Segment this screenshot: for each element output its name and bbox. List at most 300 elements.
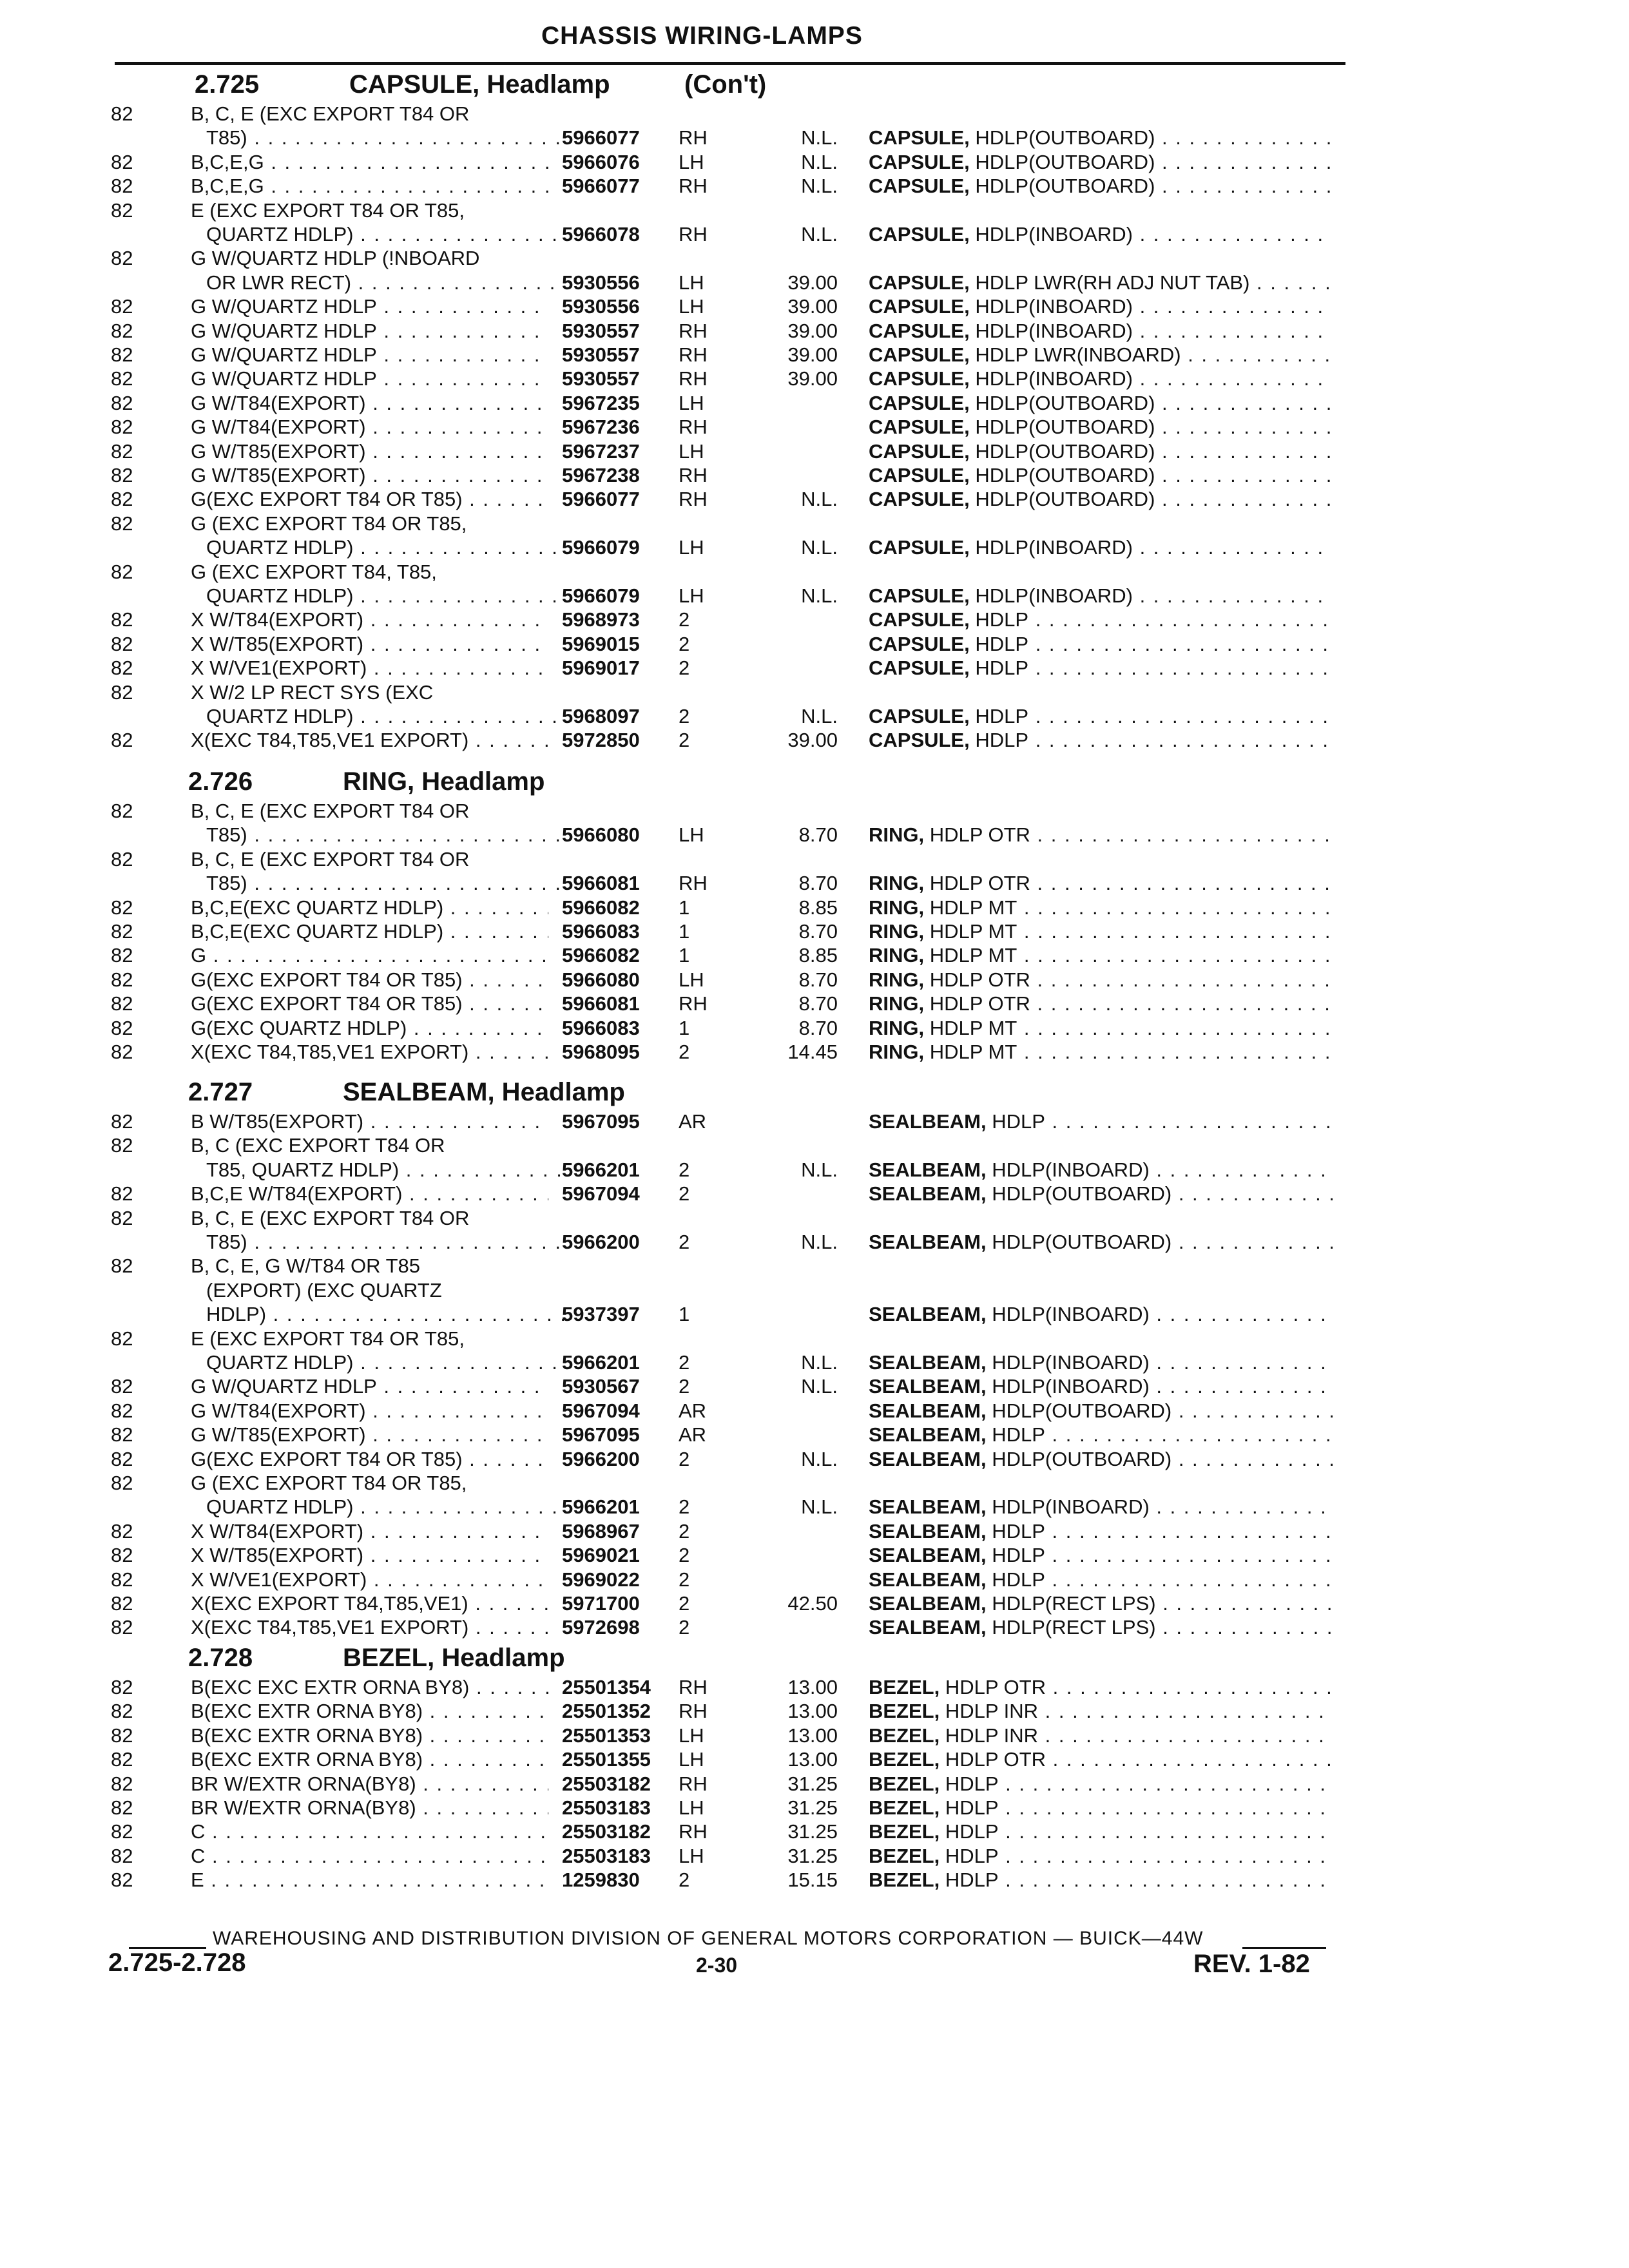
model-year: 82 [111, 1676, 133, 1698]
model-year: 82 [111, 1820, 133, 1843]
list-price: 39.00 [787, 295, 838, 318]
parts-row-line [0, 608, 1629, 631]
parts-row-line [0, 1133, 1629, 1157]
model-year: 82 [111, 1327, 133, 1350]
part-name [869, 656, 1333, 680]
quantity: RH [679, 992, 708, 1015]
part-name-noun: SEALBEAM, [869, 1616, 987, 1639]
part-name-detail: HDLP(INBOARD) [992, 1351, 1150, 1374]
part-number: 5967237 [562, 440, 640, 463]
part-name-noun: CAPSULE, [869, 175, 970, 197]
part-name [869, 823, 1333, 847]
model-year: 82 [111, 175, 133, 197]
part-name-detail: HDLP LWR(RH ADJ NUT TAB) [975, 271, 1250, 294]
list-price: 31.25 [787, 1845, 838, 1867]
part-name-noun: RING, [869, 896, 925, 919]
application-description: T85) . . . [191, 823, 564, 847]
parts-row-line [0, 1399, 1629, 1423]
section-title [195, 67, 903, 102]
part-name [869, 704, 1333, 728]
part-name-detail: HDLP(OUTBOARD) [975, 151, 1155, 173]
list-price: 13.00 [787, 1748, 838, 1771]
part-number: 25501354 [562, 1676, 651, 1698]
part-name-noun: CAPSULE, [869, 223, 970, 245]
application-description: G(EXC QUARTZ HDLP) . . . [191, 1016, 548, 1040]
part-number: 5968095 [562, 1041, 640, 1063]
footer-revision: REV. 1-82 [1193, 1950, 1310, 1978]
quantity: 2 [679, 729, 690, 751]
part-name [869, 1040, 1333, 1064]
part-number: 5966082 [562, 896, 640, 919]
parts-row-line [0, 968, 1629, 992]
application-description: G (EXC EXPORT T84 OR T85, [191, 1472, 467, 1494]
application-description: B(EXC EXTR ORNA BY8) . . . [191, 1699, 548, 1723]
model-year: 82 [111, 247, 133, 269]
part-name-noun: BEZEL, [869, 1773, 940, 1795]
application-description: B,C,E,G . . . [191, 150, 548, 174]
application-description: QUARTZ HDLP) . . . [191, 704, 564, 728]
part-name-detail: HDLP OTR [945, 1676, 1046, 1698]
quantity: RH [679, 464, 708, 486]
list-price: 39.00 [787, 271, 838, 294]
part-number: 5968973 [562, 608, 640, 631]
quantity: RH [679, 416, 708, 438]
application-description: B, C, E, G W/T84 OR T85 [191, 1254, 421, 1277]
part-name [869, 391, 1333, 415]
application-description: X(EXC T84,T85,VE1 EXPORT) . . . [191, 728, 548, 752]
part-name-detail: HDLP(OUTBOARD) [992, 1231, 1172, 1253]
part-name-noun: CAPSULE, [869, 464, 970, 486]
list-price: N.L. [801, 1158, 838, 1181]
part-name-detail: HDLP [992, 1544, 1045, 1566]
parts-row-line [0, 1615, 1629, 1639]
parts-row-line [0, 896, 1629, 919]
footer-page-number: 2-30 [696, 1954, 738, 1977]
part-name [869, 896, 1333, 919]
page-title: CHASSIS WIRING-LAMPS [541, 22, 863, 50]
model-year: 82 [111, 440, 133, 463]
part-name-noun: CAPSULE, [869, 440, 970, 463]
parts-row-line [0, 198, 1629, 222]
quantity: 2 [679, 1351, 690, 1374]
list-price: 8.70 [798, 920, 838, 943]
application-description: G . . . [191, 943, 548, 967]
application-description: QUARTZ HDLP) . . . [191, 584, 564, 608]
part-name [869, 294, 1333, 318]
parts-row-line [0, 391, 1629, 415]
list-price: N.L. [801, 1351, 838, 1374]
part-name [869, 1495, 1333, 1519]
part-number: 5930556 [562, 295, 640, 318]
application-description: OR LWR RECT) . . . [191, 271, 564, 294]
parts-row-line [0, 1230, 1629, 1254]
part-number: 5966200 [562, 1231, 640, 1253]
model-year: 82 [111, 151, 133, 173]
part-name-noun: BEZEL, [869, 1748, 940, 1771]
part-name [869, 319, 1333, 343]
part-number: 5966076 [562, 151, 640, 173]
part-number: 5930567 [562, 1375, 640, 1398]
part-name [869, 584, 1333, 608]
section-name: BEZEL, Headlamp [343, 1644, 565, 1672]
model-year: 82 [111, 416, 133, 438]
part-name-noun: SEALBEAM, [869, 1423, 987, 1446]
parts-row-line [0, 1747, 1629, 1771]
part-name-detail: HDLP OTR [945, 1748, 1046, 1771]
model-year: 82 [111, 1845, 133, 1867]
part-name-noun: SEALBEAM, [869, 1448, 987, 1470]
quantity: RH [679, 1773, 708, 1795]
part-name [869, 150, 1333, 174]
model-year: 82 [111, 1592, 133, 1615]
parts-row-line [0, 584, 1629, 608]
part-number: 5966079 [562, 536, 640, 559]
part-name-detail: HDLP(OUTBOARD) [975, 440, 1155, 463]
list-price: N.L. [801, 223, 838, 245]
part-name [869, 1399, 1333, 1423]
parts-row-line [0, 560, 1629, 584]
part-name [869, 487, 1333, 511]
model-year: 82 [111, 800, 133, 822]
part-name-noun: BEZEL, [869, 1700, 940, 1722]
model-year: 82 [111, 512, 133, 535]
application-description: B,C,E W/T84(EXPORT) . . . [191, 1182, 548, 1206]
quantity: 2 [679, 1448, 690, 1470]
model-year: 82 [111, 1254, 133, 1277]
part-name-noun: BEZEL, [869, 1820, 940, 1843]
part-name [869, 1230, 1333, 1254]
application-description: B, C, E (EXC EXPORT T84 OR [191, 800, 470, 822]
part-name [869, 1543, 1333, 1567]
part-name-noun: SEALBEAM, [869, 1544, 987, 1566]
model-year: 82 [111, 848, 133, 870]
application-description: E (EXC EXPORT T84 OR T85, [191, 199, 465, 222]
part-name-noun: SEALBEAM, [869, 1568, 987, 1591]
model-year: 82 [111, 1796, 133, 1819]
part-name-detail: HDLP(INBOARD) [992, 1303, 1150, 1325]
part-number: 5966080 [562, 823, 640, 846]
part-name-detail: HDLP [992, 1520, 1045, 1542]
part-number: 5930556 [562, 271, 640, 294]
model-year: 82 [111, 944, 133, 966]
application-description: G W/T84(EXPORT) . . . [191, 415, 548, 439]
parts-row-line [0, 1820, 1629, 1843]
part-name-detail: HDLP INR [945, 1724, 1038, 1747]
quantity: LH [679, 151, 704, 173]
model-year: 82 [111, 968, 133, 991]
part-name [869, 968, 1333, 992]
model-year: 82 [111, 657, 133, 679]
model-year: 82 [111, 1773, 133, 1795]
part-name [869, 1615, 1333, 1639]
part-number: 5967235 [562, 392, 640, 414]
application-description: G (EXC EXPORT T84, T85, [191, 561, 437, 583]
model-year: 82 [111, 729, 133, 751]
footer-rule-right [1242, 1947, 1326, 1949]
part-name-noun: SEALBEAM, [869, 1520, 987, 1542]
section-number: 2.726 [188, 767, 253, 796]
model-year: 82 [111, 1700, 133, 1722]
part-name-detail: HDLP(INBOARD) [992, 1375, 1150, 1398]
part-name-detail: HDLP MT [929, 896, 1017, 919]
parts-row-line [0, 1302, 1629, 1326]
application-description: X(EXC EXPORT T84,T85,VE1) . . . [191, 1591, 548, 1615]
parts-row-line [0, 1699, 1629, 1723]
part-name-detail: HDLP(INBOARD) [992, 1495, 1150, 1518]
parts-row-line [0, 319, 1629, 343]
application-description: B, C, E (EXC EXPORT T84 OR [191, 102, 470, 125]
part-name [869, 367, 1333, 390]
parts-row-line [0, 919, 1629, 943]
part-name-detail: HDLP MT [929, 944, 1017, 966]
part-number: 5969022 [562, 1568, 640, 1591]
application-description: G W/T84(EXPORT) . . . [191, 391, 548, 415]
part-name-detail: HDLP [975, 608, 1029, 631]
part-name-detail: HDLP OTR [929, 968, 1030, 991]
part-number: 5930557 [562, 320, 640, 342]
part-number: 25503183 [562, 1796, 651, 1819]
parts-row-line [0, 1471, 1629, 1495]
part-name-detail: HDLP(OUTBOARD) [975, 416, 1155, 438]
quantity: RH [679, 1700, 708, 1722]
parts-row-line [0, 439, 1629, 463]
part-name-noun: CAPSULE, [869, 416, 970, 438]
quantity: LH [679, 584, 704, 607]
quantity: 2 [679, 1544, 690, 1566]
list-price: 8.85 [798, 944, 838, 966]
part-name-detail: HDLP(OUTBOARD) [992, 1448, 1172, 1470]
parts-row-line [0, 415, 1629, 439]
part-number: 5966200 [562, 1448, 640, 1470]
quantity: 2 [679, 1375, 690, 1398]
part-name-detail: HDLP MT [929, 1017, 1017, 1039]
part-name-detail: HDLP(INBOARD) [975, 295, 1133, 318]
quantity: 2 [679, 705, 690, 727]
part-number: 5967094 [562, 1399, 640, 1422]
application-description: G W/QUARTZ HDLP . . . [191, 294, 548, 318]
list-price: N.L. [801, 126, 838, 149]
quantity: 1 [679, 1017, 690, 1039]
part-number: 25503182 [562, 1820, 651, 1843]
part-name [869, 943, 1333, 967]
parts-row-line [0, 150, 1629, 174]
part-name [869, 1772, 1333, 1796]
part-name [869, 439, 1333, 463]
section-name: RING, Headlamp [343, 767, 545, 796]
part-name-noun: RING, [869, 992, 925, 1015]
part-number: 5968097 [562, 705, 640, 727]
part-name [869, 1158, 1333, 1182]
part-name [869, 1699, 1333, 1723]
list-price: N.L. [801, 1448, 838, 1470]
section-number: 2.728 [188, 1644, 253, 1672]
quantity: RH [679, 367, 708, 390]
parts-row-line [0, 294, 1629, 318]
part-name [869, 1374, 1333, 1398]
model-year: 82 [111, 102, 133, 125]
part-name-detail: HDLP [945, 1796, 999, 1819]
part-name-detail: HDLP [945, 1869, 999, 1891]
list-price: 8.70 [798, 872, 838, 894]
quantity: RH [679, 872, 708, 894]
part-name [869, 728, 1333, 752]
part-number: 5967238 [562, 464, 640, 486]
quantity: RH [679, 126, 708, 149]
application-description: G W/QUARTZ HDLP (!NBOARD [191, 247, 480, 269]
application-description: X W/T84(EXPORT) . . . [191, 1519, 548, 1543]
parts-row-line [0, 871, 1629, 895]
model-year: 82 [111, 1448, 133, 1470]
part-name-noun: SEALBEAM, [869, 1182, 987, 1205]
model-year: 82 [111, 1182, 133, 1205]
application-description: T85) . . . [191, 126, 564, 149]
part-name-detail: HDLP(INBOARD) [992, 1158, 1150, 1181]
part-name-detail: HDLP [975, 633, 1029, 655]
footer-division-text: WAREHOUSING AND DISTRIBUTION DIVISION OF GENERAL MOTORS CORPORATION — BUICK—44W [213, 1928, 1204, 1949]
part-name-detail: HDLP(OUTBOARD) [975, 464, 1155, 486]
model-year: 82 [111, 1423, 133, 1446]
application-description: B W/T85(EXPORT) . . . [191, 1110, 548, 1133]
part-name-noun: CAPSULE, [869, 608, 970, 631]
part-name-detail: HDLP [992, 1423, 1045, 1446]
part-number: 5966077 [562, 126, 640, 149]
list-price: 13.00 [787, 1724, 838, 1747]
part-name-detail: HDLP [992, 1568, 1045, 1591]
part-name [869, 1519, 1333, 1543]
part-name-noun: CAPSULE, [869, 584, 970, 607]
parts-row-line [0, 1040, 1629, 1064]
quantity: 1 [679, 944, 690, 966]
part-number: 5966080 [562, 968, 640, 991]
part-number: 5972850 [562, 729, 640, 751]
parts-row-line [0, 632, 1629, 656]
part-name [869, 1820, 1333, 1843]
quantity: 1 [679, 920, 690, 943]
quantity: 2 [679, 1231, 690, 1253]
quantity: LH [679, 1724, 704, 1747]
model-year: 82 [111, 920, 133, 943]
application-description: G W/QUARTZ HDLP . . . [191, 367, 548, 390]
part-name [869, 463, 1333, 487]
model-year: 82 [111, 1375, 133, 1398]
application-description: B,C,E(EXC QUARTZ HDLP) . . . [191, 919, 548, 943]
model-year: 82 [111, 1472, 133, 1494]
part-name-detail: HDLP(OUTBOARD) [992, 1399, 1172, 1422]
section-number: 2.725 [195, 70, 260, 99]
part-name [869, 1568, 1333, 1591]
quantity: RH [679, 175, 708, 197]
list-price: 13.00 [787, 1676, 838, 1698]
model-year: 82 [111, 1544, 133, 1566]
parts-row-line [0, 463, 1629, 487]
list-price: 8.70 [798, 823, 838, 846]
part-name [869, 919, 1333, 943]
part-number: 25503183 [562, 1845, 651, 1867]
application-description: B,C,E,G . . . [191, 174, 548, 198]
part-name [869, 632, 1333, 656]
section-title [188, 1075, 897, 1110]
parts-row-line [0, 1447, 1629, 1471]
part-number: 5969017 [562, 657, 640, 679]
part-name-detail: HDLP [945, 1820, 999, 1843]
application-description: X(EXC T84,T85,VE1 EXPORT) . . . [191, 1615, 548, 1639]
part-number: 5966201 [562, 1158, 640, 1181]
application-description: G(EXC EXPORT T84 OR T85) . . . [191, 1447, 548, 1471]
part-number: 5966078 [562, 223, 640, 245]
parts-row-line [0, 1254, 1629, 1278]
part-number: 5937397 [562, 1303, 640, 1325]
application-description: X W/T85(EXPORT) . . . [191, 1543, 548, 1567]
part-name [869, 271, 1333, 294]
application-description: G W/T85(EXPORT) . . . [191, 439, 548, 463]
part-name-detail: HDLP [975, 705, 1029, 727]
part-name-detail: HDLP(OUTBOARD) [992, 1182, 1172, 1205]
part-name-detail: HDLP(INBOARD) [975, 536, 1133, 559]
parts-row-line [0, 1158, 1629, 1182]
quantity: 2 [679, 1592, 690, 1615]
part-name-noun: SEALBEAM, [869, 1231, 987, 1253]
application-description: QUARTZ HDLP) . . . [191, 222, 564, 246]
model-year: 82 [111, 608, 133, 631]
list-price: N.L. [801, 151, 838, 173]
parts-row-line [0, 728, 1629, 752]
parts-row-line [0, 823, 1629, 847]
parts-row-line [0, 1206, 1629, 1230]
part-name [869, 1844, 1333, 1868]
part-name [869, 608, 1333, 631]
part-name [869, 343, 1333, 367]
part-name-detail: HDLP [992, 1110, 1045, 1133]
model-year: 82 [111, 561, 133, 583]
part-name-noun: SEALBEAM, [869, 1303, 987, 1325]
part-number: 5967095 [562, 1110, 640, 1133]
parts-row-line [0, 126, 1629, 149]
application-description: G W/QUARTZ HDLP . . . [191, 319, 548, 343]
parts-row-line [0, 1374, 1629, 1398]
list-price: 8.70 [798, 992, 838, 1015]
part-name [869, 871, 1333, 895]
application-description: E (EXC EXPORT T84 OR T85, [191, 1327, 465, 1350]
part-name [869, 1423, 1333, 1446]
parts-row-line [0, 174, 1629, 198]
application-description: X W/T85(EXPORT) . . . [191, 632, 548, 656]
part-name-noun: SEALBEAM, [869, 1495, 987, 1518]
part-name-noun: RING, [869, 872, 925, 894]
part-number: 5930557 [562, 343, 640, 366]
part-name-detail: HDLP(INBOARD) [975, 223, 1133, 245]
quantity: LH [679, 1796, 704, 1819]
part-name [869, 1350, 1333, 1374]
application-description: G(EXC EXPORT T84 OR T85) . . . [191, 992, 548, 1015]
quantity: 2 [679, 1520, 690, 1542]
part-number: 5971700 [562, 1592, 640, 1615]
list-price: 8.70 [798, 968, 838, 991]
application-description: B(EXC EXC EXTR ORNA BY8) . . . [191, 1675, 548, 1699]
list-price: N.L. [801, 1375, 838, 1398]
part-name-noun: CAPSULE, [869, 271, 970, 294]
part-name-detail: HDLP MT [929, 1041, 1017, 1063]
quantity: 2 [679, 1568, 690, 1591]
part-name [869, 1447, 1333, 1471]
part-name-detail: HDLP MT [929, 920, 1017, 943]
part-number: 25501355 [562, 1748, 651, 1771]
model-year: 82 [111, 1724, 133, 1747]
part-name-detail: HDLP OTR [929, 872, 1030, 894]
model-year: 82 [111, 392, 133, 414]
part-number: 5969021 [562, 1544, 640, 1566]
part-name-noun: CAPSULE, [869, 320, 970, 342]
quantity: LH [679, 823, 704, 846]
